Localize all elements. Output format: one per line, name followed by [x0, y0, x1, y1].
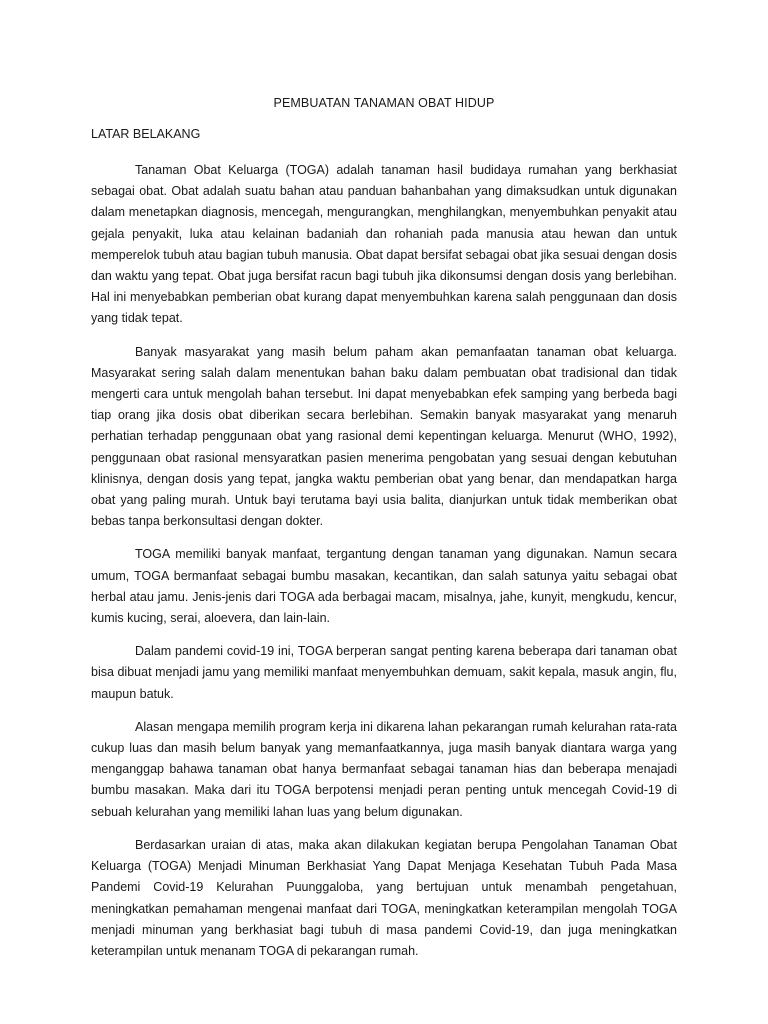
body-text [91, 160, 677, 974]
paragraph-1: Tanaman Obat Keluarga (TOGA) adalah tanaman hasil budidaya rumahan yang berkhasiat sebagai obat. Obat adalah suatu bahan atau panduan bahanbahan yang dimaksudkan untuk digunakan dalam menetapkan diagnosis, mencegah, mengurangkan, menghilangkan, menyembuhkan penyakit atau gejala penyakit, luka atau kelainan badaniah dan rohaniah pada manusia atau hewan dan untuk memperelok tubuh atau bagian tubuh manusia. Obat dapat bersifat sebagai obat jika sesuai dengan dosis dan waktu yang tepat. Obat juga bersifat racun bagi tubuh jika dikonsumsi dengan dosis yang berlebihan. Hal ini menyebabkan pemberian obat kurang dapat menyembuhkan karena salah penggunaan dan dosis yang tidak tepat. [91, 163, 677, 326]
document-title: PEMBUATAN TANAMAN OBAT HIDUP [273, 96, 495, 110]
paragraph-5: Alasan mengapa memilih program kerja ini dikarena lahan pekarangan rumah kelurahan rata-rata cukup luas dan masih belum banyak yang memanfaatkannya, juga masih banyak diantara warga yang menganggap bahawa tanaman obat hanya bermanfaat sebagai tanaman hias dan beberapa menajadi bumbu masakan. Maka dari itu TOGA berpotensi menjadi peran penting untuk mencegah Covid-19 di sebuah kelurahan yang memiliki lahan luas yang belum digunakan. [91, 719, 677, 819]
section-heading: LATAR BELAKANG [91, 127, 201, 141]
paragraph-4: Dalam pandemi covid-19 ini, TOGA berperan sangat penting karena beberapa dari tanaman obat bisa dibuat menjadi jamu yang memiliki manfaat menyembuhkan demuam, sakit kepala, masuk angin, flu, maupun batuk. [91, 644, 677, 701]
paragraph-2: Banyak masyarakat yang masih belum paham akan pemanfaatan tanaman obat keluarga. Masyarakat sering salah dalam menentukan bahan baku dalam pembuatan obat tradisional dan tidak mengerti cara untuk mengolah bahan tersebut. Ini dapat menyebabkan efek samping yang berbeda bagi tiap orang jika dosis obat diberikan secara berlebihan. Semakin banyak masyarakat yang menaruh perhatian terhadap penggunaan obat yang rasional demi kepentingan keluarga. Menurut (WHO, 1992), penggunaan obat rasional mensyaratkan pasien menerima pengobatan yang sesuai dengan kebutuhan klinisnya, dengan dosis yang tepat, jangka waktu pemberian obat yang benar, dan mendapatkan harga obat yang paling murah. Untuk bayi terutama bayi usia balita, dianjurkan untuk tidak memberikan obat bebas tanpa berkonsultasi dengan dokter. [91, 344, 677, 529]
paragraph-6: Berdasarkan uraian di atas, maka akan dilakukan kegiatan berupa Pengolahan Tanaman Obat Keluarga (TOGA) Menjadi Minuman Berkhasiat Yang Dapat Menjaga Kesehatan Tubuh Pada Masa Pandemi Covid-19 Kelurahan Puunggaloba, yang bertujuan untuk menambah pengetahuan, meningkatkan pemahaman mengenai manfaat dari TOGA, meningkatkan keterampilan mengolah TOGA menjadi minuman yang berkhasiat bagi tubuh di masa pandemi Covid-19, dan juga meningkatkan keterampilan untuk menanam TOGA di pekarangan rumah. [91, 837, 677, 958]
paragraph-3: TOGA memiliki banyak manfaat, tergantung dengan tanaman yang digunakan. Namun secara umum, TOGA bermanfaat sebagai bumbu masakan, kecantikan, dan salah satunya yaitu sebagai obat herbal atau jamu. Jenis-jenis dari TOGA ada berbagai macam, misalnya, jahe, kunyit, mengkudu, kencur, kumis kucing, serai, aloevera, dan lain-lain. [91, 547, 677, 626]
